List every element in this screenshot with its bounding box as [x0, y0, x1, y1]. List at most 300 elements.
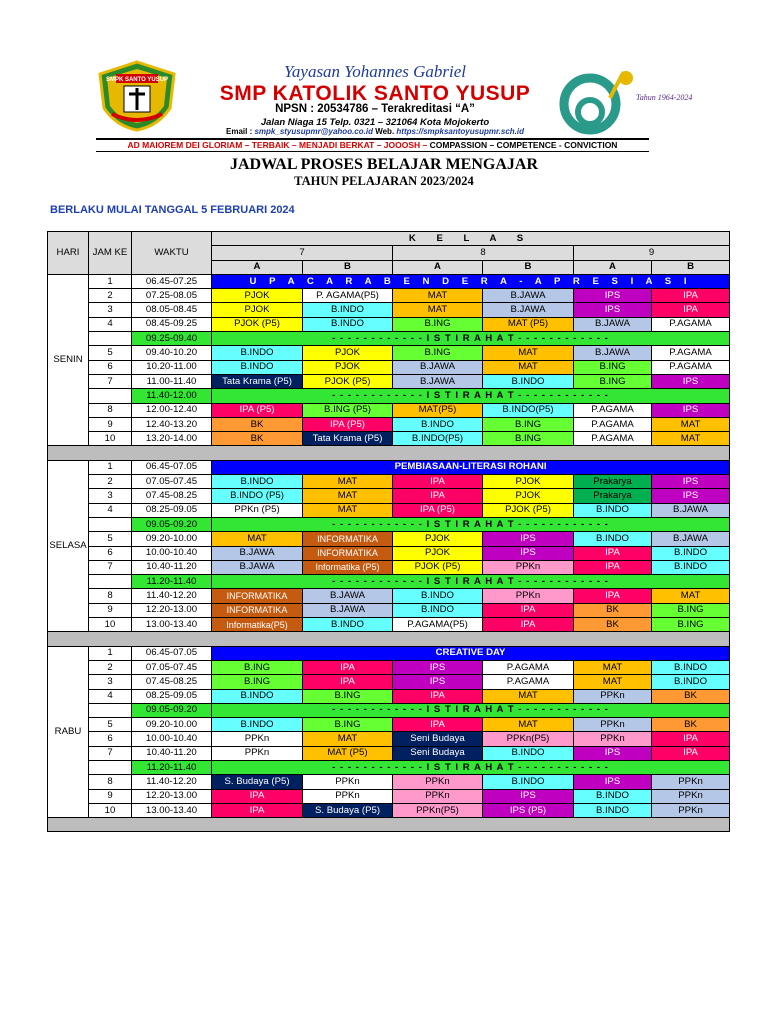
effective-date: BERLAKU MULAI TANGGAL 5 FEBRUARI 2024: [50, 204, 295, 216]
subject-cell-8a: PJOK (P5): [393, 560, 483, 574]
subject-cell-7a: B.INDO: [212, 475, 303, 489]
period-time: 13.20-14.00: [132, 432, 212, 446]
subject-cell-7a: IPA (P5): [212, 403, 303, 417]
period-number: [89, 703, 132, 717]
subject-cell-7a: IPA: [212, 789, 303, 803]
subject-cell-7a: PPKn (P5): [212, 503, 303, 517]
subject-cell-7a: PJOK: [212, 289, 303, 303]
subject-cell-9b: B.JAWA: [652, 532, 730, 546]
period-number: [89, 517, 132, 531]
subject-cell-8a: PPKn(P5): [393, 803, 483, 817]
subject-cell-7b: S. Budaya (P5): [303, 803, 393, 817]
subject-cell-9a: B.INDO: [574, 532, 652, 546]
period-time: 07.25-08.05: [132, 289, 212, 303]
period-time: 12.00-12.40: [132, 403, 212, 417]
svg-text:Tahun 1964-2024: Tahun 1964-2024: [636, 93, 693, 102]
subject-cell-8a: MAT: [393, 303, 483, 317]
foundation-name: Yayasan Yohannes Gabriel: [284, 62, 466, 81]
period-number: 7: [89, 560, 132, 574]
subject-cell-8a: IPS: [393, 675, 483, 689]
break-bar: - - - - - - - - - - - - I S T I R A H A T - - - - - - - - - - - -: [212, 703, 730, 717]
period-time: 10.00-10.40: [132, 546, 212, 560]
subject-cell-7b: P. AGAMA(P5): [303, 289, 393, 303]
subject-cell-9a: Prakarya: [574, 475, 652, 489]
period-number: 2: [89, 289, 132, 303]
subject-cell-7a: PJOK: [212, 303, 303, 317]
period-number: 9: [89, 417, 132, 431]
email-link[interactable]: smpk_styusupmr@yahoo.co.id: [254, 127, 373, 136]
col-header-jam: JAM KE: [89, 232, 132, 275]
schedule-row: [48, 618, 730, 632]
day-separator-bar: [48, 818, 730, 832]
subject-cell-8b: IPS: [483, 546, 574, 560]
subject-cell-7b: MAT: [303, 475, 393, 489]
class-header-7a: A: [212, 260, 303, 274]
subject-cell-9a: B.JAWA: [574, 317, 652, 331]
period-time: 09.05-09.20: [132, 703, 212, 717]
subject-cell-8a: B.JAWA: [393, 374, 483, 388]
subject-cell-7a: Tata Krama (P5): [212, 374, 303, 388]
subject-cell-7b: B.JAWA: [303, 603, 393, 617]
period-number: 8: [89, 589, 132, 603]
school-crest-logo: [96, 60, 178, 132]
subject-cell-7b: B.INDO: [303, 618, 393, 632]
subject-cell-8b: B.INDO: [483, 374, 574, 388]
period-time: 13.00-13.40: [132, 618, 212, 632]
break-bar: - - - - - - - - - - - - I S T I R A H A T - - - - - - - - - - - -: [212, 760, 730, 774]
schedule-row: [48, 417, 730, 431]
subject-cell-9b: P.AGAMA: [652, 317, 730, 331]
subject-cell-7a: B.INDO: [212, 718, 303, 732]
period-number: 10: [89, 618, 132, 632]
subject-cell-7a: BK: [212, 432, 303, 446]
subject-cell-8b: PPKn: [483, 560, 574, 574]
subject-cell-7b: IPA (P5): [303, 417, 393, 431]
schedule-row: [48, 746, 730, 760]
subject-cell-8a: MAT(P5): [393, 403, 483, 417]
period-number: [89, 389, 132, 403]
subject-cell-8b: P.AGAMA: [483, 675, 574, 689]
period-time: 07.05-07.45: [132, 660, 212, 674]
period-time: 06.45-07.05: [132, 646, 212, 660]
schedule-row: [48, 403, 730, 417]
schedule-row: [48, 360, 730, 374]
subject-cell-7b: IPA: [303, 675, 393, 689]
day-label: SELASA: [48, 460, 89, 632]
subject-cell-8b: MAT: [483, 346, 574, 360]
period-time: 13.00-13.40: [132, 803, 212, 817]
period-number: 1: [89, 646, 132, 660]
break-bar: - - - - - - - - - - - - I S T I R A H A T - - - - - - - - - - - -: [212, 389, 730, 403]
period-number: 2: [89, 660, 132, 674]
subject-cell-8b: MAT: [483, 689, 574, 703]
period-number: 5: [89, 532, 132, 546]
subject-cell-7a: B.INDO: [212, 346, 303, 360]
subject-cell-9b: B.ING: [652, 603, 730, 617]
schedule-row: [48, 475, 730, 489]
subject-cell-8a: IPA (P5): [393, 503, 483, 517]
period-number: 5: [89, 718, 132, 732]
subject-cell-7b: MAT (P5): [303, 746, 393, 760]
schedule-row: [48, 603, 730, 617]
period-time: 08.25-09.05: [132, 503, 212, 517]
period-number: 6: [89, 732, 132, 746]
subject-cell-7a: B.ING: [212, 675, 303, 689]
day-separator-bar: [48, 632, 730, 646]
subject-cell-9b: IPS: [652, 475, 730, 489]
schedule-row: [48, 775, 730, 789]
motto-red: AD MAIOREM DEI GLORIAM – TERBAIK – MENJADI BERKAT – JOOOSH –: [127, 140, 428, 150]
schedule-row: [48, 703, 730, 717]
anniversary-60-logo: [560, 68, 693, 138]
period-number: 3: [89, 489, 132, 503]
schedule-row: [48, 689, 730, 703]
schedule-row: [48, 589, 730, 603]
subject-cell-8a: Seni Budaya: [393, 732, 483, 746]
subject-cell-7b: B.JAWA: [303, 589, 393, 603]
subject-cell-7a: B.INDO: [212, 360, 303, 374]
period-time: 09.05-09.20: [132, 517, 212, 531]
period-time: 11.40-12.20: [132, 775, 212, 789]
period-number: 10: [89, 803, 132, 817]
period-number: 7: [89, 746, 132, 760]
period-number: 3: [89, 675, 132, 689]
subject-cell-9b: B.INDO: [652, 660, 730, 674]
schedule-row: [48, 660, 730, 674]
subject-cell-7a: Informatika(P5): [212, 618, 303, 632]
subject-cell-8a: P.AGAMA(P5): [393, 618, 483, 632]
subject-cell-8a: IPA: [393, 489, 483, 503]
subject-cell-7b: Tata Krama (P5): [303, 432, 393, 446]
period-number: 4: [89, 689, 132, 703]
col-header-kelas: K E L A S: [212, 232, 730, 246]
day-separator: [48, 818, 730, 832]
subject-cell-7a: INFORMATIKA: [212, 589, 303, 603]
period-time: 09.20-10.00: [132, 718, 212, 732]
subject-cell-7a: B.INDO (P5): [212, 489, 303, 503]
subject-cell-7a: BK: [212, 417, 303, 431]
subject-cell-8a: B.ING: [393, 317, 483, 331]
subject-cell-7b: PJOK: [303, 346, 393, 360]
subject-cell-9b: P.AGAMA: [652, 360, 730, 374]
period-time: 08.45-09.25: [132, 317, 212, 331]
class-header-8a: A: [393, 260, 483, 274]
subject-cell-7b: PJOK: [303, 360, 393, 374]
subject-cell-8b: P.AGAMA: [483, 660, 574, 674]
period-time: 10.00-10.40: [132, 732, 212, 746]
schedule-row: [48, 789, 730, 803]
schedule-row: [48, 317, 730, 331]
period-number: [89, 575, 132, 589]
period-number: 8: [89, 775, 132, 789]
schedule-row: [48, 460, 730, 474]
subject-cell-9a: B.JAWA: [574, 346, 652, 360]
class-header-7b: B: [303, 260, 393, 274]
period-time: 10.20-11.00: [132, 360, 212, 374]
period-time: 12.40-13.20: [132, 417, 212, 431]
subject-cell-8b: IPS (P5): [483, 803, 574, 817]
subject-cell-9b: IPS: [652, 489, 730, 503]
period-time: 10.40-11.20: [132, 560, 212, 574]
schedule-row: [48, 503, 730, 517]
subject-cell-7b: B.INDO: [303, 317, 393, 331]
schedule-row: [48, 718, 730, 732]
period-time: 06.45-07.25: [132, 274, 212, 288]
period-time: 07.45-08.25: [132, 489, 212, 503]
subject-cell-8a: B.INDO(P5): [393, 432, 483, 446]
subject-cell-8b: PJOK: [483, 489, 574, 503]
period-time: 10.40-11.20: [132, 746, 212, 760]
subject-cell-9a: P.AGAMA: [574, 403, 652, 417]
email-label: Email :: [226, 127, 253, 136]
subject-cell-7b: PPKn: [303, 775, 393, 789]
subject-cell-7a: IPA: [212, 803, 303, 817]
class-header-9a: A: [574, 260, 652, 274]
break-bar: - - - - - - - - - - - - I S T I R A H A T - - - - - - - - - - - -: [212, 517, 730, 531]
day-label: SENIN: [48, 274, 89, 446]
activity-banner: U P A C A R A B E N D E R A - A P R E S I A S I: [212, 274, 730, 288]
subject-cell-9b: BK: [652, 718, 730, 732]
subject-cell-8b: MAT: [483, 718, 574, 732]
subject-cell-9a: P.AGAMA: [574, 432, 652, 446]
subject-cell-9a: IPA: [574, 560, 652, 574]
svg-text:SMPK SANTO YUSUP: SMPK SANTO YUSUP: [105, 77, 169, 83]
period-time: 11.40-12.00: [132, 389, 212, 403]
period-number: 7: [89, 374, 132, 388]
subject-cell-9b: PPKn: [652, 803, 730, 817]
subject-cell-9a: B.INDO: [574, 789, 652, 803]
subject-cell-7a: PPKn: [212, 732, 303, 746]
period-number: 3: [89, 303, 132, 317]
subject-cell-8b: PPKn(P5): [483, 732, 574, 746]
subject-cell-8a: B.JAWA: [393, 360, 483, 374]
subject-cell-9a: P.AGAMA: [574, 417, 652, 431]
day-separator: [48, 446, 730, 460]
subject-cell-9b: MAT: [652, 432, 730, 446]
subject-cell-9a: BK: [574, 603, 652, 617]
subject-cell-9b: P.AGAMA: [652, 346, 730, 360]
schedule-row: [48, 303, 730, 317]
subject-cell-8a: B.INDO: [393, 589, 483, 603]
schedule-row: [48, 374, 730, 388]
subject-cell-9b: B.INDO: [652, 546, 730, 560]
subject-cell-8a: Seni Budaya: [393, 746, 483, 760]
document-title: JADWAL PROSES BELAJAR MENGAJAR: [229, 156, 539, 173]
col-header-waktu: WAKTU: [132, 232, 212, 275]
document-subtitle: TAHUN PELAJARAN 2023/2024: [294, 174, 474, 188]
subject-cell-7a: MAT: [212, 532, 303, 546]
schedule-row: [48, 432, 730, 446]
schedule-row: [48, 517, 730, 531]
subject-cell-8b: B.INDO: [483, 775, 574, 789]
motto-black: COMPASSION – COMPETENCE - CONVICTION: [429, 140, 618, 150]
grade-header-7: 7: [212, 246, 393, 260]
subject-cell-8b: MAT (P5): [483, 317, 574, 331]
schedule-row: [48, 332, 730, 346]
period-number: [89, 760, 132, 774]
subject-cell-8a: B.INDO: [393, 603, 483, 617]
period-number: 1: [89, 460, 132, 474]
subject-cell-8b: B.JAWA: [483, 303, 574, 317]
subject-cell-9b: MAT: [652, 417, 730, 431]
period-time: 11.40-12.20: [132, 589, 212, 603]
subject-cell-7b: Informatika (P5): [303, 560, 393, 574]
header-row-kelas: [48, 232, 730, 246]
subject-cell-8b: IPA: [483, 618, 574, 632]
subject-cell-8b: IPA: [483, 603, 574, 617]
subject-cell-9b: IPA: [652, 289, 730, 303]
schedule-row: [48, 646, 730, 660]
subject-cell-9a: B.INDO: [574, 803, 652, 817]
activity-banner: PEMBIASAAN-LITERASI ROHANI: [212, 460, 730, 474]
web-label: Web.: [375, 127, 395, 136]
subject-cell-9b: PPKn: [652, 789, 730, 803]
period-number: 4: [89, 503, 132, 517]
subject-cell-7b: B.INDO: [303, 303, 393, 317]
subject-cell-9a: IPA: [574, 546, 652, 560]
subject-cell-8b: B.JAWA: [483, 289, 574, 303]
class-header-9b: B: [652, 260, 730, 274]
subject-cell-9a: MAT: [574, 675, 652, 689]
schedule-row: [48, 675, 730, 689]
subject-cell-8a: PJOK: [393, 532, 483, 546]
subject-cell-7a: PPKn: [212, 746, 303, 760]
website-link[interactable]: https://smpksantoyusupmr.sch.id: [396, 127, 524, 136]
subject-cell-9b: B.JAWA: [652, 503, 730, 517]
subject-cell-7b: B.ING (P5): [303, 403, 393, 417]
period-time: 09.20-10.00: [132, 532, 212, 546]
subject-cell-7b: B.ING: [303, 689, 393, 703]
subject-cell-9b: B.ING: [652, 618, 730, 632]
subject-cell-9a: PPKn: [574, 732, 652, 746]
subject-cell-8b: IPS: [483, 532, 574, 546]
subject-cell-8a: IPA: [393, 689, 483, 703]
subject-cell-8b: MAT: [483, 360, 574, 374]
subject-cell-7b: IPA: [303, 660, 393, 674]
subject-cell-9a: Prakarya: [574, 489, 652, 503]
schedule-row: [48, 389, 730, 403]
subject-cell-7b: B.ING: [303, 718, 393, 732]
period-number: 10: [89, 432, 132, 446]
day-label: RABU: [48, 646, 89, 818]
subject-cell-8a: MAT: [393, 289, 483, 303]
school-motto: [96, 140, 649, 150]
subject-cell-9a: IPS: [574, 775, 652, 789]
activity-banner: CREATIVE DAY: [212, 646, 730, 660]
grade-header-8: 8: [393, 246, 574, 260]
subject-cell-9b: IPA: [652, 732, 730, 746]
subject-cell-9a: B.ING: [574, 374, 652, 388]
subject-cell-8a: IPS: [393, 660, 483, 674]
subject-cell-8b: B.ING: [483, 417, 574, 431]
period-time: 07.05-07.45: [132, 475, 212, 489]
subject-cell-9a: IPA: [574, 589, 652, 603]
period-number: 9: [89, 789, 132, 803]
period-time: 12.20-13.00: [132, 603, 212, 617]
subject-cell-8a: PPKn: [393, 789, 483, 803]
subject-cell-9b: IPA: [652, 303, 730, 317]
contact-line: [185, 127, 565, 136]
period-number: [89, 332, 132, 346]
period-time: 07.45-08.25: [132, 675, 212, 689]
schedule-row: [48, 575, 730, 589]
subject-cell-7a: B.INDO: [212, 689, 303, 703]
grade-header-9: 9: [574, 246, 730, 260]
class-header-8b: B: [483, 260, 574, 274]
period-time: 09.25-09.40: [132, 332, 212, 346]
npsn-accreditation: NPSN : 20534786 – Terakreditasi “A”: [275, 103, 475, 115]
subject-cell-7b: PJOK (P5): [303, 374, 393, 388]
period-time: 06.45-07.05: [132, 460, 212, 474]
schedule-row: [48, 289, 730, 303]
subject-cell-9a: B.ING: [574, 360, 652, 374]
schedule-row: [48, 732, 730, 746]
subject-cell-9b: MAT: [652, 589, 730, 603]
col-header-hari: HARI: [48, 232, 89, 275]
subject-cell-8b: PJOK (P5): [483, 503, 574, 517]
subject-cell-8a: B.INDO: [393, 417, 483, 431]
subject-cell-8b: B.INDO: [483, 746, 574, 760]
subject-cell-8a: IPA: [393, 718, 483, 732]
subject-cell-8a: PJOK: [393, 546, 483, 560]
schedule-row: [48, 546, 730, 560]
schedule-row: [48, 560, 730, 574]
subject-cell-8b: PJOK: [483, 475, 574, 489]
subject-cell-7a: B.ING: [212, 660, 303, 674]
period-number: 8: [89, 403, 132, 417]
subject-cell-9b: IPS: [652, 374, 730, 388]
period-number: 6: [89, 360, 132, 374]
period-time: 12.20-13.00: [132, 789, 212, 803]
period-number: 4: [89, 317, 132, 331]
schedule-row: [48, 760, 730, 774]
subject-cell-9b: IPA: [652, 746, 730, 760]
subject-cell-7a: B.JAWA: [212, 560, 303, 574]
subject-cell-8a: PPKn: [393, 775, 483, 789]
period-number: 1: [89, 274, 132, 288]
schedule-row: [48, 346, 730, 360]
subject-cell-7a: B.JAWA: [212, 546, 303, 560]
letterhead: [0, 0, 768, 160]
subject-cell-9a: MAT: [574, 660, 652, 674]
subject-cell-7b: MAT: [303, 489, 393, 503]
subject-cell-9a: PPKn: [574, 689, 652, 703]
subject-cell-9b: BK: [652, 689, 730, 703]
period-number: 2: [89, 475, 132, 489]
schedule-row: [48, 532, 730, 546]
day-separator-bar: [48, 446, 730, 460]
subject-cell-9a: IPS: [574, 746, 652, 760]
break-bar: - - - - - - - - - - - - I S T I R A H A T - - - - - - - - - - - -: [212, 332, 730, 346]
subject-cell-7a: INFORMATIKA: [212, 603, 303, 617]
day-separator: [48, 632, 730, 646]
subject-cell-8b: B.INDO(P5): [483, 403, 574, 417]
schedule-row: [48, 274, 730, 288]
header-divider-bottom: [96, 151, 649, 152]
period-time: 08.25-09.05: [132, 689, 212, 703]
subject-cell-7b: INFORMATIKA: [303, 546, 393, 560]
subject-cell-8a: IPA: [393, 475, 483, 489]
subject-cell-9a: PPKn: [574, 718, 652, 732]
subject-cell-8b: IPS: [483, 789, 574, 803]
subject-cell-9a: B.INDO: [574, 503, 652, 517]
subject-cell-7b: PPKn: [303, 789, 393, 803]
period-time: 11.20-11.40: [132, 575, 212, 589]
subject-cell-9a: BK: [574, 618, 652, 632]
subject-cell-7b: MAT: [303, 732, 393, 746]
period-time: 09.40-10.20: [132, 346, 212, 360]
subject-cell-9b: PPKn: [652, 775, 730, 789]
